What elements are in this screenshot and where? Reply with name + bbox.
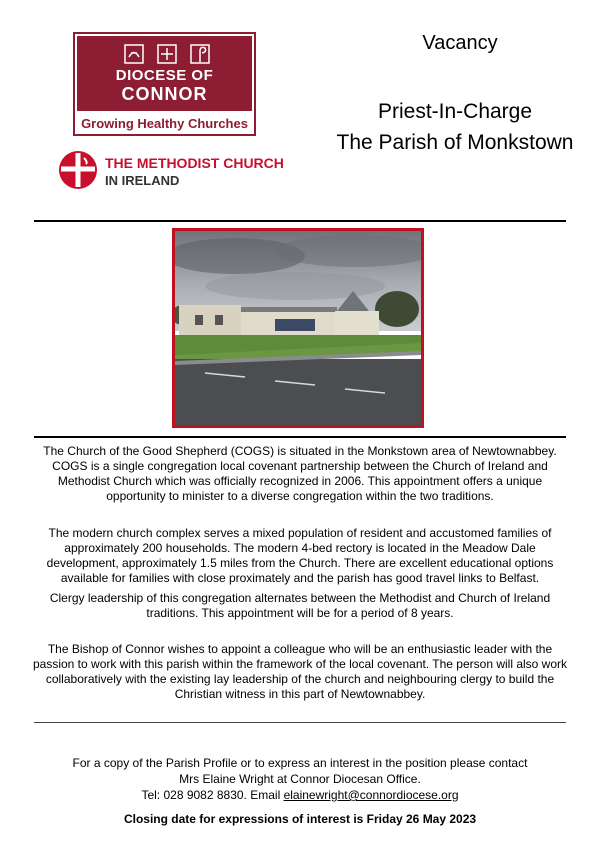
contact-line1: For a copy of the Parish Profile or to express an interest in the position please contact [72,756,528,770]
role-title [320,96,590,158]
bishop-paragraph: The Bishop of Connor wishes to appoint a colleague who will be an enthusiastic leader with the passion to work with this parish within the framework of the local covenant. The person will also work collaboratively with the existing lay leadership of the church and neighbouring clergy to build the Christian witness in this part of Newtownabbey. [32,642,568,701]
vacancy-title: Vacancy [422,32,498,54]
contact-email-link[interactable]: elainewright@connordiocese.org [283,788,459,802]
footer-divider [34,722,566,723]
diocese-name-line1: DIOCESE OF [115,67,214,84]
facilities-paragraph: The modern church complex serves a mixed population of resident and accustomed families of approximately 200 households. The modern 4-bed rectory is located in the Meadow Dale development, approximately 1.5 miles from the Church. There are excellent educational options available for families with close proximately and the parish has good travel links to Belfast. [46,526,554,585]
contact-block [30,755,570,803]
diocese-emblems-icon [121,42,213,66]
leadership-paragraph: Clergy leadership of this congregation alternates between the Methodist and Church of Ireland traditions. This appointment will be for a period of 8 years. [49,591,551,620]
contact-tel: Tel: 028 9082 8830. Email [141,788,284,802]
role-title-line1: Priest-In-Charge [377,100,533,123]
methodist-cross-icon [58,150,98,190]
contact-line3 [30,787,570,803]
intro-paragraph: The Church of the Good Shepherd (COGS) is situated in the Monkstown area of Newtownabbey. COGS is a single congregation local covenant partnership between the Church of Ireland and Methodist Church which was officially recognized in 2006. This appointment offers a unique opportunity to minister to a diverse congregation within the two traditions. [43,444,557,503]
methodist-name-line2: IN IRELAND [105,173,180,188]
diocese-tagline: Growing Healthy Churches [81,116,248,131]
diocese-name-line2: CONNOR [121,84,208,104]
methodist-name-line1: THE METHODIST CHURCH [105,155,284,171]
contact-line2: Mrs Elaine Wright at Connor Diocesan Office. [179,772,421,786]
top-divider [34,220,566,222]
diocese-logo-banner [77,36,252,111]
closing-date: Closing date for expressions of interest is Friday 26 May 2023 [123,812,477,826]
diocese-name [77,68,252,104]
church-photo [172,228,424,428]
church-building-image [175,231,421,425]
photo-divider [34,436,566,438]
methodist-church-logo [58,150,298,192]
diocese-of-connor-logo [73,32,256,136]
role-title-line2: The Parish of Monkstown [336,131,574,154]
